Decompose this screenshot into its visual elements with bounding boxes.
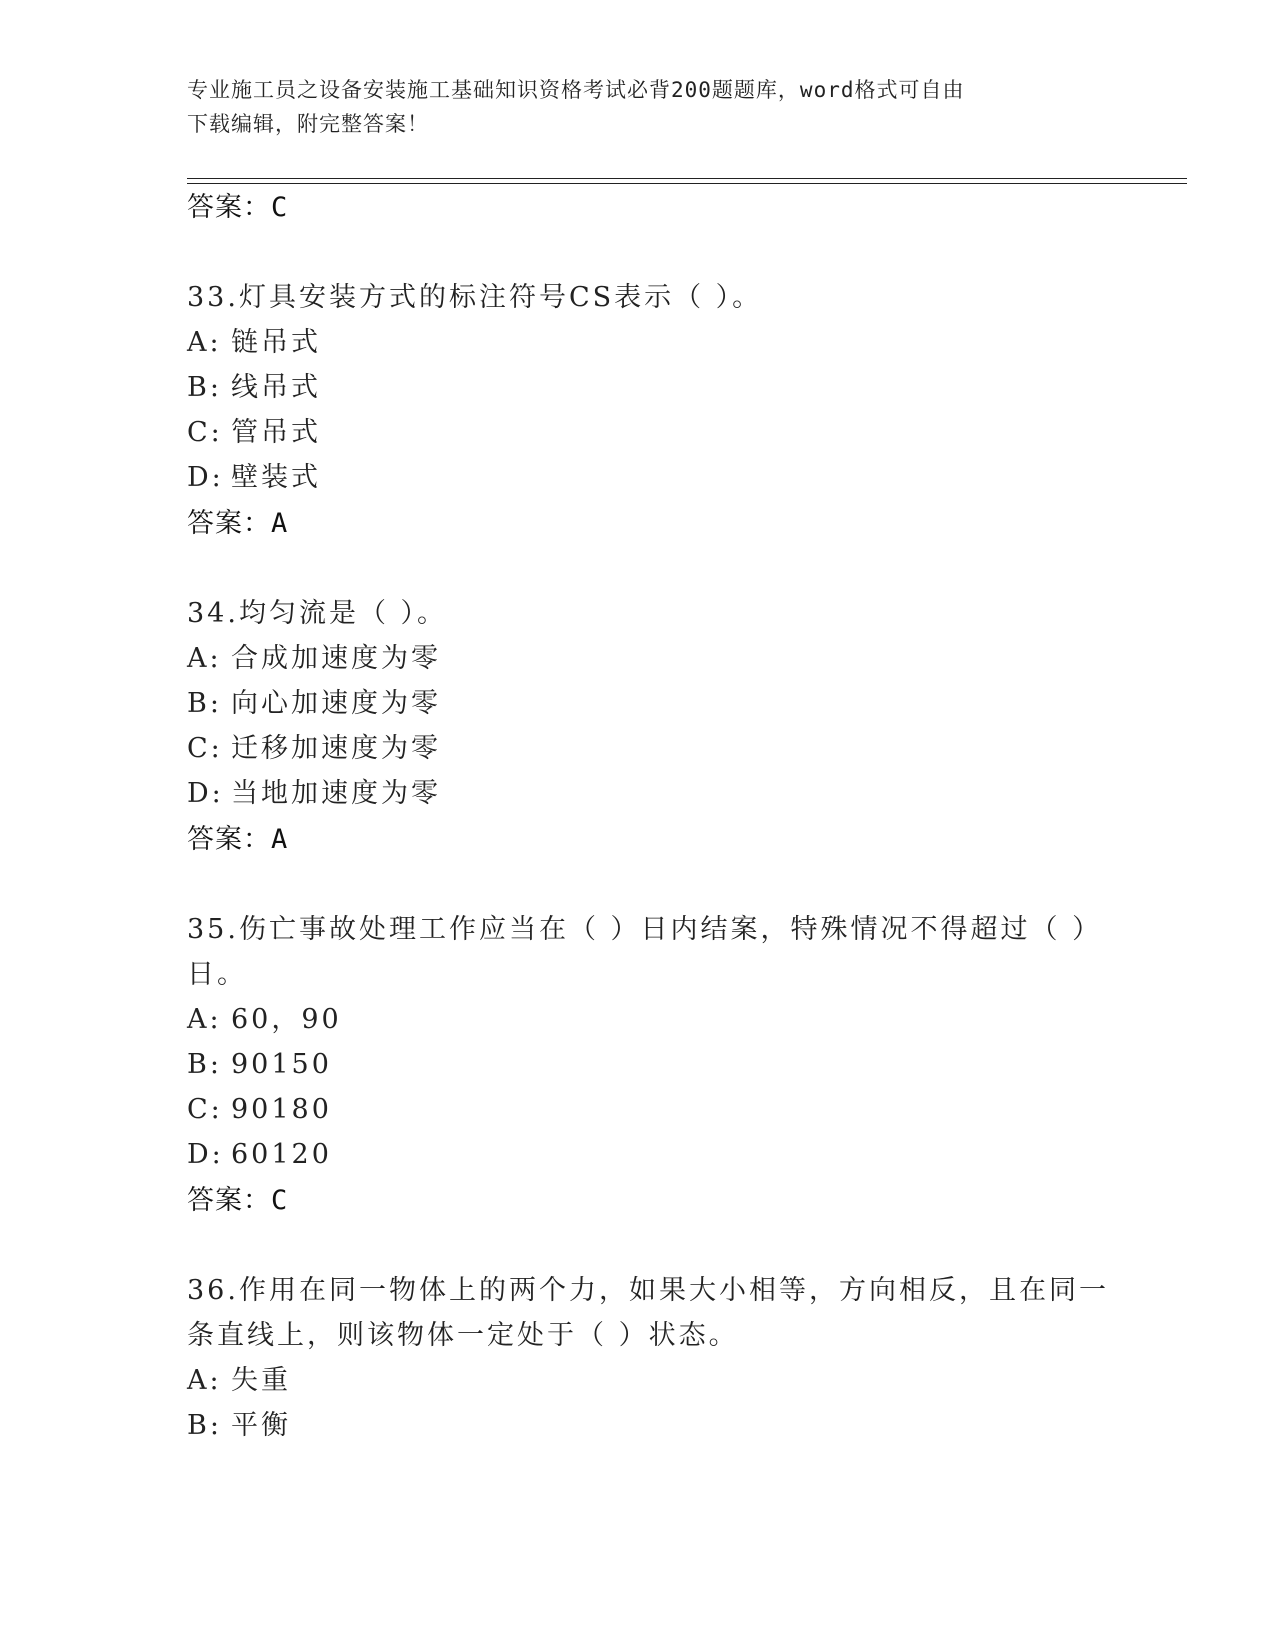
option-key: D: (187, 778, 224, 809)
option-text: 向心加速度为零 (231, 688, 441, 719)
answer-label: 答案： (187, 192, 271, 223)
option-b (187, 687, 441, 721)
option-key: B: (187, 372, 222, 403)
option-a (187, 1003, 342, 1037)
option-d (187, 777, 441, 811)
option-key: B: (187, 688, 222, 719)
option-a (187, 642, 441, 676)
option-b (187, 1048, 332, 1082)
option-key: A: (187, 1004, 222, 1035)
option-text: 线吊式 (231, 372, 321, 403)
document-header (187, 73, 1087, 141)
option-key: A: (187, 1365, 222, 1396)
option-a (187, 326, 321, 360)
question-stem-continued: 日。 (187, 959, 247, 990)
option-key: A: (187, 643, 222, 674)
answer-label: 答案： (187, 1185, 271, 1216)
header-line-2: 下载编辑，附完整答案！ (187, 112, 429, 136)
header-line-1: 专业施工员之设备安装施工基础知识资格考试必背200题题库，word格式可自由 (187, 78, 965, 102)
option-text: 链吊式 (231, 327, 321, 358)
option-text: 当地加速度为零 (231, 778, 441, 809)
option-c (187, 732, 441, 766)
option-text: 管吊式 (231, 417, 321, 448)
question-stem: 35.伤亡事故处理工作应当在（ ）日内结案，特殊情况不得超过（ ） (187, 914, 1103, 945)
question-stem: 33.灯具安装方式的标注符号CS表示（ ）。 (187, 282, 763, 313)
option-key: D: (187, 462, 224, 493)
option-c (187, 1093, 332, 1127)
option-text: 90180 (231, 1094, 332, 1125)
option-b (187, 371, 321, 405)
question-stem-continued: 条直线上，则该物体一定处于（ ）状态。 (187, 1320, 739, 1351)
header-rule-bottom (187, 183, 1187, 184)
option-text: 60120 (231, 1139, 332, 1170)
option-key: A: (187, 327, 222, 358)
answer-label: 答案： (187, 824, 271, 855)
answer-value: C (271, 192, 289, 223)
option-text: 合成加速度为零 (231, 643, 441, 674)
option-key: C: (187, 733, 223, 764)
option-text: 失重 (231, 1365, 291, 1396)
option-text: 迁移加速度为零 (231, 733, 441, 764)
answer-value: A (271, 824, 289, 855)
option-key: B: (187, 1049, 222, 1080)
option-text: 60，90 (231, 1004, 342, 1035)
question-stem: 36.作用在同一物体上的两个力，如果大小相等，方向相反，且在同一 (187, 1275, 1109, 1306)
option-d (187, 461, 321, 495)
option-key: B: (187, 1410, 222, 1441)
option-text: 90150 (231, 1049, 332, 1080)
answer-line (187, 191, 288, 225)
option-text: 壁装式 (231, 462, 321, 493)
option-d (187, 1138, 332, 1172)
answer-line (187, 823, 288, 857)
option-key: D: (187, 1139, 224, 1170)
answer-value: A (271, 508, 289, 539)
option-a (187, 1364, 291, 1398)
option-b (187, 1409, 291, 1443)
question-stem: 34.均匀流是（ ）。 (187, 598, 448, 629)
answer-value: C (271, 1185, 289, 1216)
option-key: C: (187, 1094, 223, 1125)
header-rule-top (187, 178, 1187, 179)
answer-line (187, 1184, 288, 1218)
answer-label: 答案： (187, 508, 271, 539)
answer-line (187, 507, 288, 541)
option-c (187, 416, 321, 450)
option-key: C: (187, 417, 223, 448)
option-text: 平衡 (231, 1410, 291, 1441)
